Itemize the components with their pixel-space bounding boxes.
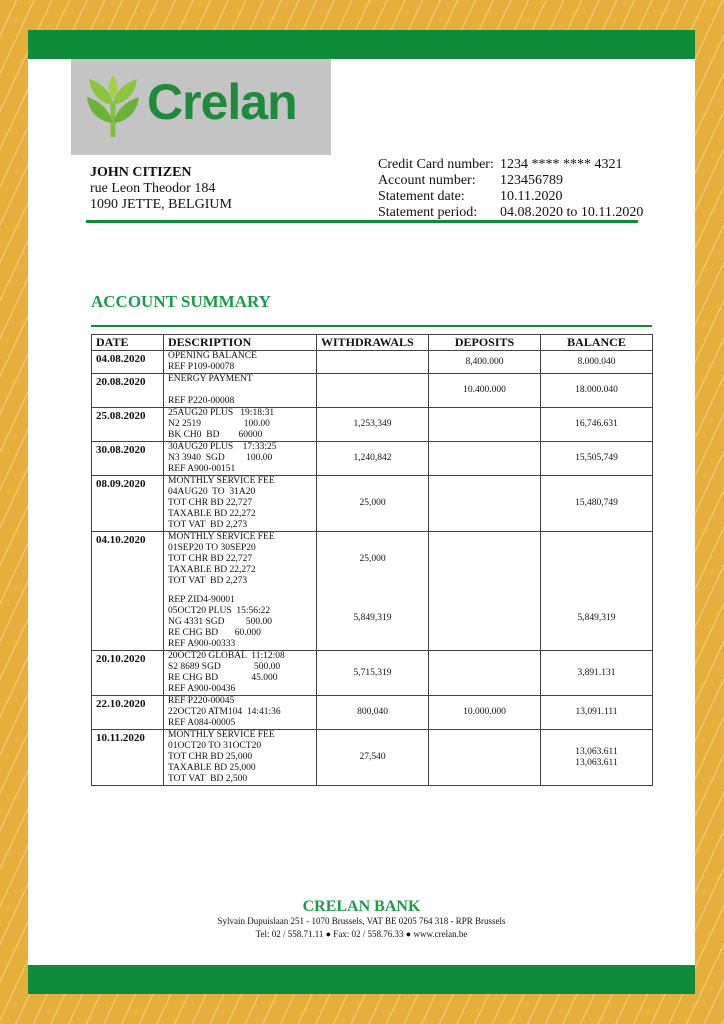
cell-description: MONTHLY SERVICE FEE 01SEP20 TO 30SEP20 TOT CHR BD 22,727 TAXABLE BD 22,272 TOT VAT BD 2,273 — [164, 532, 317, 588]
table-row — [92, 442, 653, 476]
footer-contact: Tel: 02 / 558.71.11 ● Fax: 02 / 558.76.33 ● www.crelan.be — [255, 929, 468, 939]
cell-deposit — [429, 587, 541, 651]
cell-withdrawal: 5,849,319 — [317, 587, 429, 651]
summary-title: ACCOUNT SUMMARY — [91, 292, 271, 311]
cell-deposit: 10.400.000 — [429, 374, 541, 408]
cell-date: 04.10.2020 — [92, 532, 164, 588]
cell-date: 20.08.2020 — [92, 374, 164, 408]
cell-date: 22.10.2020 — [92, 696, 164, 730]
cell-withdrawal: 25,000 — [317, 532, 429, 588]
date-value: 10.11.2020 — [500, 189, 563, 204]
table-row — [92, 532, 653, 588]
cell-withdrawal: 1,240,842 — [317, 442, 429, 476]
transactions-table — [91, 334, 653, 786]
cell-deposit — [429, 730, 541, 786]
cell-description: 20OCT20 GLOBAL 11:12:08 S2 8689 SGD 500.00 RE CHG BD 45.000 REF A900-00436 — [164, 651, 317, 696]
cell-withdrawal: 1,253,349 — [317, 408, 429, 442]
customer-street: rue Leon Theodor 184 — [90, 181, 216, 196]
account-label: Account number: — [378, 173, 476, 188]
cell-withdrawal — [317, 374, 429, 408]
cell-description: MONTHLY SERVICE FEE 01OCT20 TO 31OCT20 TOT CHR BD 25,000 TAXABLE BD 25,000 TOT VAT BD 2,500 — [164, 730, 317, 786]
header-description: DESCRIPTION — [164, 335, 317, 351]
date-label: Statement date: — [378, 189, 465, 204]
statement-page — [28, 30, 695, 994]
cell-deposit: 10.000.000 — [429, 696, 541, 730]
cell-description: REP ZID4-90001 05OCT20 PLUS 15:56:22 NG 4331 SGD 500.00 RE CHG BD 60.000 REF A900-00333 — [164, 587, 317, 651]
footer-address: Sylvain Dupuislaan 251 - 1070 Brussels, VAT BE 0205 764 318 - RPR Brussels — [217, 916, 506, 926]
cell-deposit — [429, 408, 541, 442]
summary-divider — [91, 325, 652, 327]
cell-balance: 13,063.611 13,063.611 — [541, 730, 653, 786]
table-row — [92, 351, 653, 374]
cell-date: 10.11.2020 — [92, 730, 164, 786]
footer-bank-name: CRELAN BANK — [302, 898, 421, 915]
bottom-green-band — [28, 965, 695, 994]
header-divider — [86, 220, 638, 223]
header-deposits: DEPOSITS — [429, 335, 541, 351]
cell-description: ENERGY PAYMENT REF P220-00008 — [164, 374, 317, 408]
cell-description: 25AUG20 PLUS 19:18:31 N2 2519 100.00 BK CH0 BD 60000 — [164, 408, 317, 442]
cell-balance: 13,091.111 — [541, 696, 653, 730]
cell-withdrawal: 27,540 — [317, 730, 429, 786]
cell-description: OPENING BALANCE REF P109-00078 — [164, 351, 317, 374]
customer-name: JOHN CITIZEN — [90, 165, 192, 180]
card-value: 1234 **** **** 4321 — [500, 157, 623, 172]
cell-withdrawal: 5,715,319 — [317, 651, 429, 696]
wheat-leaf-icon — [85, 75, 141, 137]
table-row — [92, 587, 653, 651]
cell-balance — [541, 532, 653, 588]
table-row — [92, 730, 653, 786]
customer-address — [90, 165, 232, 213]
cell-balance: 15,480,749 — [541, 476, 653, 532]
table-body — [92, 351, 653, 786]
cell-balance: 5,849,319 — [541, 587, 653, 651]
logo-text: Crelan — [147, 74, 297, 130]
cell-description: REF P220-00045 22OCT20 ATM104 14:41:36 REF A084-00005 — [164, 696, 317, 730]
cell-withdrawal: 25,000 — [317, 476, 429, 532]
logo-box — [71, 59, 331, 155]
table-header-row — [92, 335, 653, 351]
cell-withdrawal: 800,040 — [317, 696, 429, 730]
cell-deposit: 8,400.000 — [429, 351, 541, 374]
cell-date: 04.08.2020 — [92, 351, 164, 374]
table-row — [92, 476, 653, 532]
cell-date: 25.08.2020 — [92, 408, 164, 442]
account-value: 123456789 — [500, 173, 563, 188]
cell-balance: 16,746.631 — [541, 408, 653, 442]
cell-deposit — [429, 532, 541, 588]
cell-balance: 8.000.040 — [541, 351, 653, 374]
cell-date: 08.09.2020 — [92, 476, 164, 532]
cell-date — [92, 587, 164, 651]
cell-description: MONTHLY SERVICE FEE 04AUG20 TO 31A20 TOT CHR BD 22,727 TAXABLE BD 22,272 TOT VAT BD 2,273 — [164, 476, 317, 532]
cell-deposit — [429, 442, 541, 476]
cell-description: 30AUG20 PLUS 17:33:25 N3 3940 SGD 100.00 REF A900-00151 — [164, 442, 317, 476]
period-value: 04.08.2020 to 10.11.2020 — [500, 205, 644, 220]
customer-city: 1090 JETTE, BELGIUM — [90, 197, 232, 212]
table-row — [92, 696, 653, 730]
header-balance: BALANCE — [541, 335, 653, 351]
card-label: Credit Card number: — [378, 157, 494, 172]
header-withdrawals: WITHDRAWALS — [317, 335, 429, 351]
cell-date: 30.08.2020 — [92, 442, 164, 476]
table-row — [92, 374, 653, 408]
table-row — [92, 408, 653, 442]
table-row — [92, 651, 653, 696]
statement-info — [378, 157, 643, 221]
period-label: Statement period: — [378, 205, 478, 220]
top-green-band — [28, 30, 695, 59]
cell-withdrawal — [317, 351, 429, 374]
cell-balance: 3,891.131 — [541, 651, 653, 696]
cell-date: 20.10.2020 — [92, 651, 164, 696]
cell-balance: 15,505,749 — [541, 442, 653, 476]
cell-balance: 18.000.040 — [541, 374, 653, 408]
cell-deposit — [429, 651, 541, 696]
header-date: DATE — [92, 335, 164, 351]
cell-deposit — [429, 476, 541, 532]
